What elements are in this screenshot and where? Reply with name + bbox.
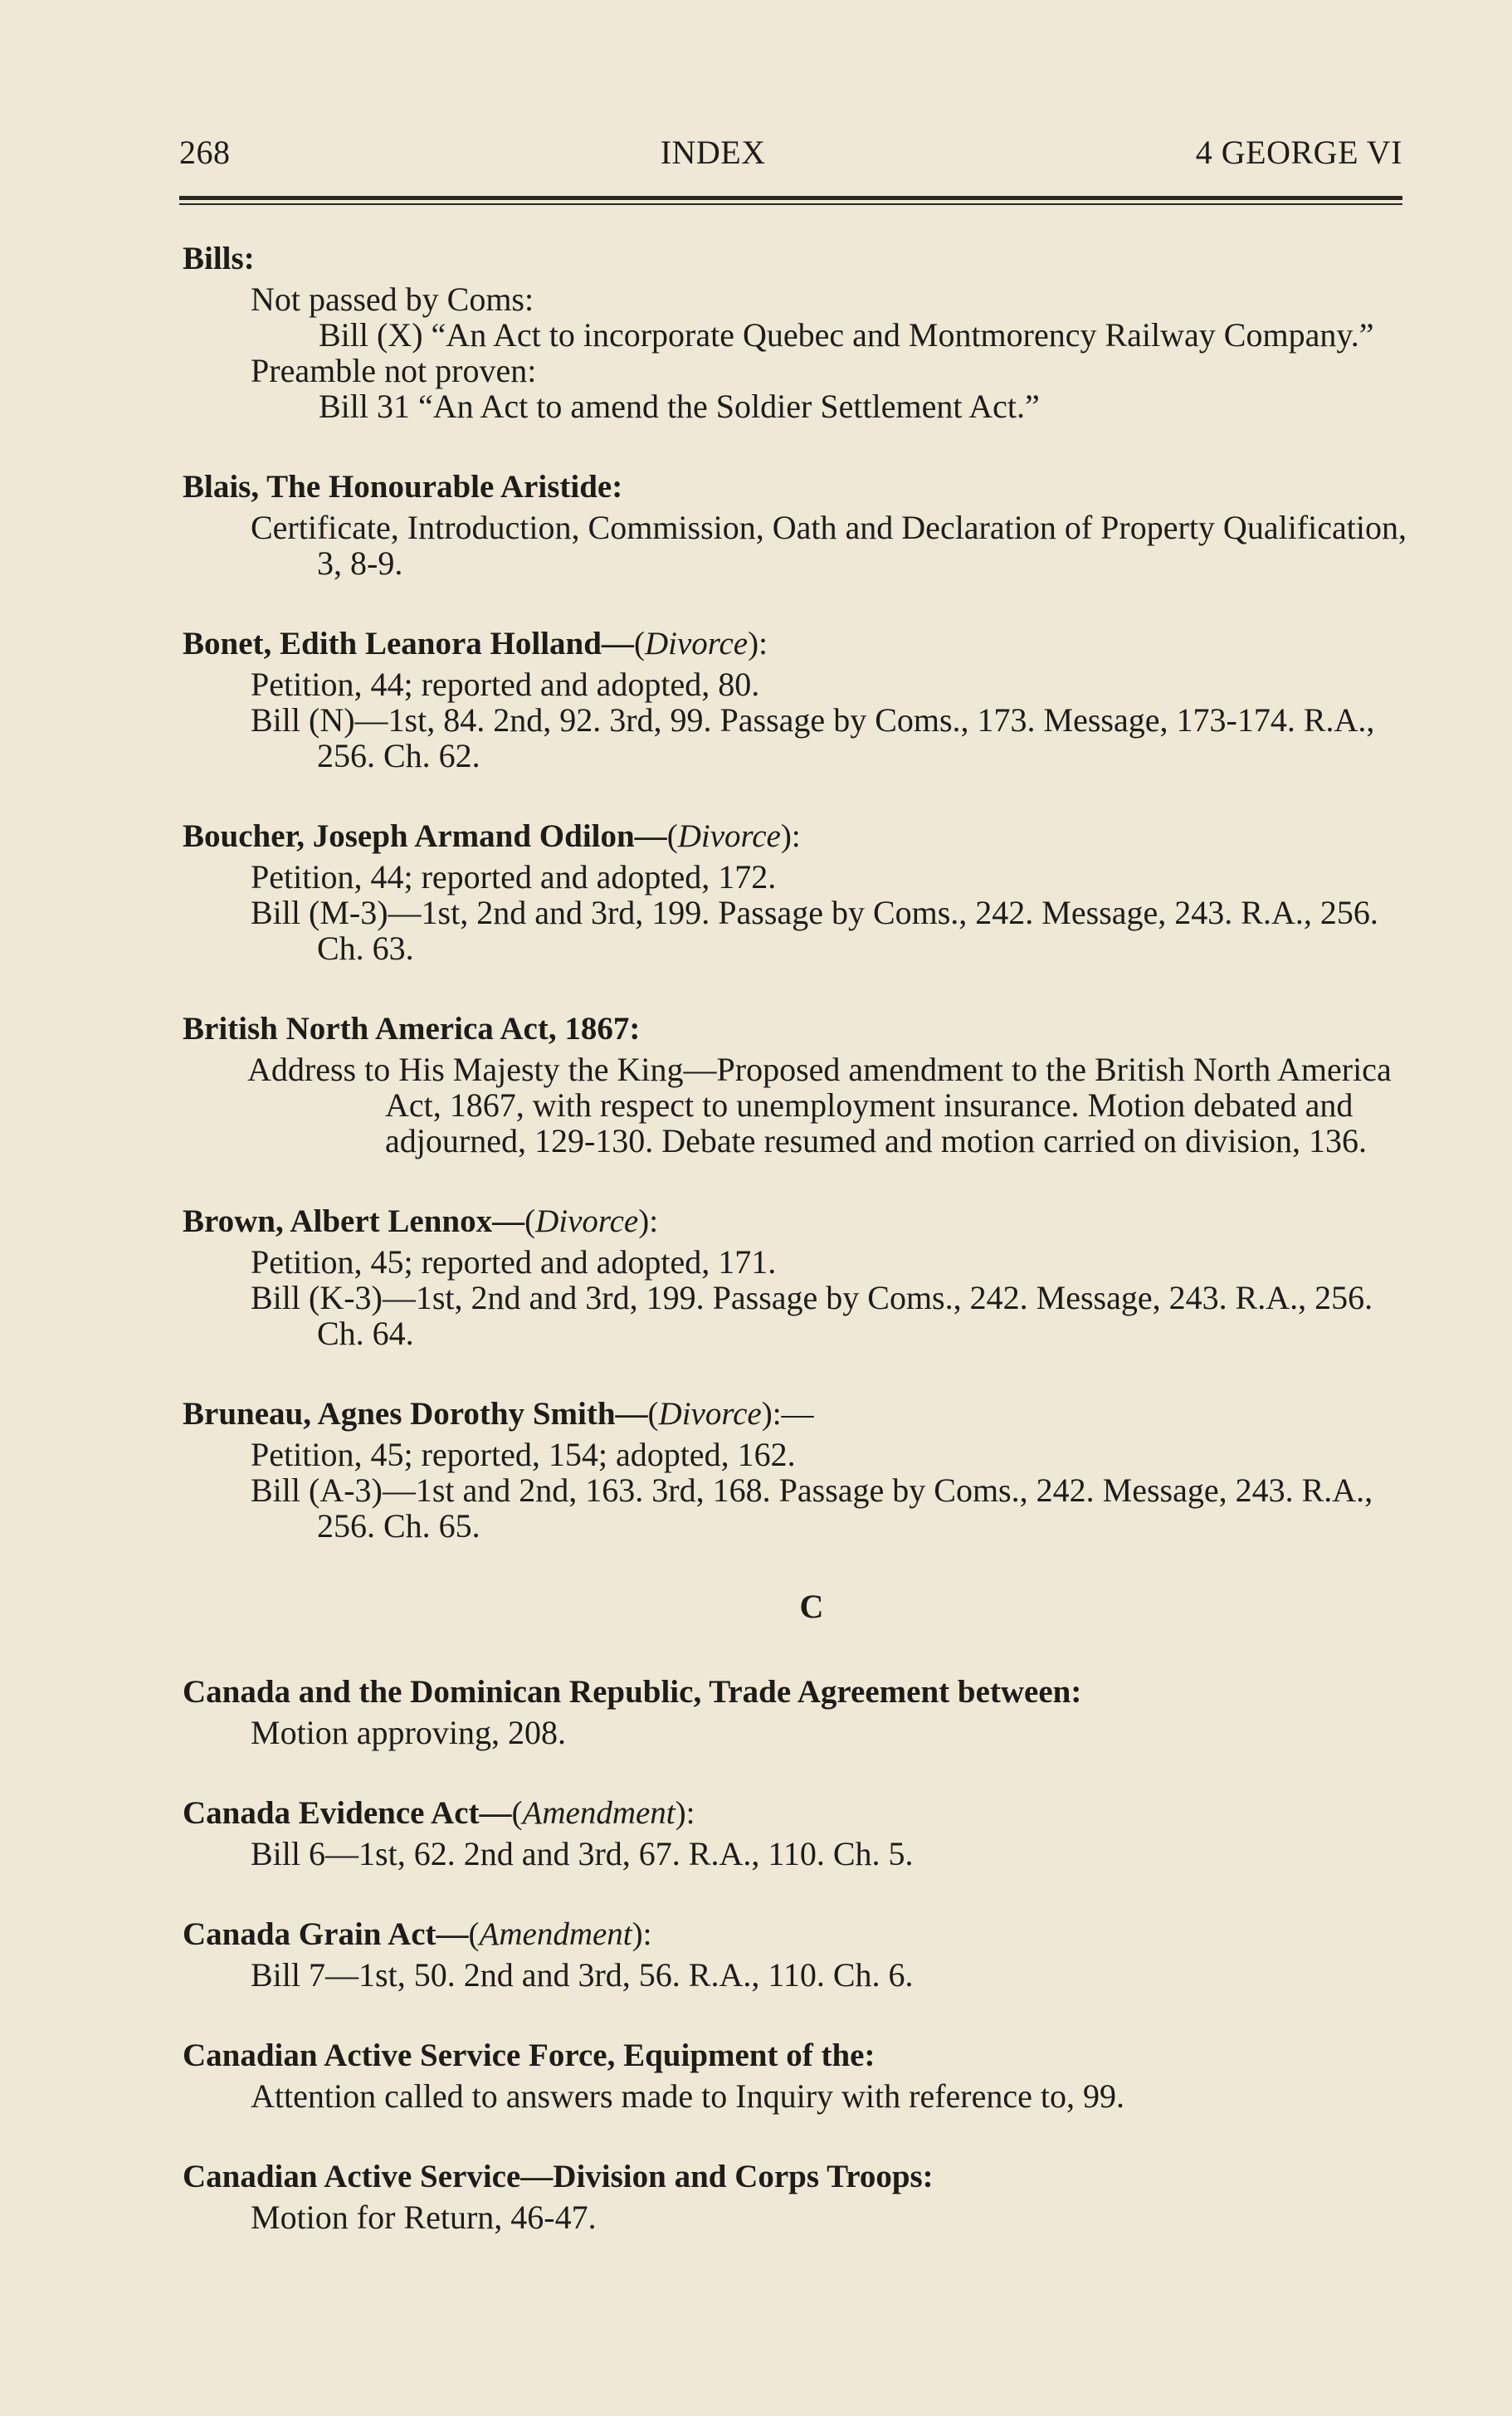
- entry-line: Motion approving, 208.: [251, 1714, 566, 1751]
- entry-qualifier-text: Divorce: [677, 818, 781, 854]
- entry-heading-text: Canada Grain Act—: [183, 1916, 469, 1952]
- entry-heading-text: Canadian Active Service—Division and Corps Troops:: [183, 2159, 934, 2194]
- entry-line: Bill 7—1st, 50. 2nd and 3rd, 56. R.A., 110. Ch. 6.: [251, 1956, 914, 1994]
- index-content: [183, 241, 1407, 2280]
- entry-line: Certificate, Introduction, Commission, Oath and Declaration of Property Qualification, 3, 8-9.: [251, 509, 1407, 582]
- index-entry: [183, 626, 1407, 774]
- entry-heading: [183, 1011, 1407, 1047]
- entry-line: Bill 31 “An Act to amend the Soldier Settlement Act.”: [319, 388, 1040, 425]
- entry-suffix: :: [649, 1203, 659, 1239]
- entry-qualifier: (Divorce): [666, 818, 792, 854]
- entry-heading: [183, 469, 1407, 505]
- entry-heading: [183, 626, 1407, 661]
- entry-suffix: :: [791, 818, 801, 854]
- entry-heading-text: Canada Evidence Act—: [183, 1795, 512, 1831]
- entry-line: Preamble not proven:: [251, 352, 537, 389]
- entry-line: Bill (X) “An Act to incorporate Quebec and Montmorency Railway Company.”: [319, 316, 1374, 354]
- entry-heading-text: Bills:: [183, 241, 255, 276]
- section-b-entries: [183, 241, 1407, 1544]
- entry-qualifier-text: Amendment: [522, 1795, 676, 1831]
- index-entry: [183, 1795, 1407, 1872]
- header-rule-thick: [179, 196, 1402, 200]
- header-rule-thin: [179, 203, 1402, 205]
- index-entry: [183, 818, 1407, 966]
- entry-suffix: :: [685, 1795, 695, 1831]
- entry-line: Petition, 44; reported and adopted, 172.: [251, 858, 777, 896]
- entry-heading: [183, 1396, 1407, 1432]
- index-entry: [183, 1203, 1407, 1351]
- running-title: INDEX: [660, 134, 766, 171]
- section-letter: C: [799, 1588, 824, 1625]
- entry-heading: [183, 2038, 1407, 2073]
- entry-qualifier-text: Divorce: [644, 626, 749, 661]
- entry-qualifier: (Amendment): [511, 1795, 686, 1831]
- entry-qualifier: (Divorce): [524, 1203, 650, 1239]
- entry-suffix: :—: [772, 1396, 814, 1432]
- entry-qualifier-text: Divorce: [658, 1396, 762, 1432]
- index-entry: [183, 241, 1407, 424]
- entry-line: Attention called to answers made to Inquiry with reference to, 99.: [251, 2077, 1124, 2115]
- index-entry: [183, 469, 1407, 581]
- entry-line: Petition, 44; reported and adopted, 80.: [251, 666, 760, 703]
- entry-line: Bill (K-3)—1st, 2nd and 3rd, 199. Passage by Coms., 242. Message, 243. R.A., 256. Ch. 64.: [251, 1279, 1373, 1352]
- entry-heading: [183, 818, 1407, 854]
- entry-heading-text: Canada and the Dominican Republic, Trade Agreement between:: [183, 1674, 1082, 1710]
- entry-heading: [183, 1203, 1407, 1239]
- index-entry: [183, 2159, 1407, 2235]
- entry-heading: [183, 1674, 1407, 1710]
- entry-heading: [183, 1916, 1407, 1952]
- entry-qualifier: (Amendment): [468, 1916, 643, 1952]
- entry-suffix: :: [642, 1916, 652, 1952]
- entry-qualifier-text: Divorce: [535, 1203, 639, 1239]
- entry-line: Bill (N)—1st, 84. 2nd, 92. 3rd, 99. Passage by Coms., 173. Message, 173-174. R.A., 256. Ch. 62.: [251, 701, 1375, 774]
- index-entry: [183, 2038, 1407, 2114]
- entry-heading-text: Boucher, Joseph Armand Odilon—: [183, 818, 667, 854]
- entry-line: Petition, 45; reported, 154; adopted, 162.: [251, 1436, 796, 1473]
- entry-heading-text: Canadian Active Service Force, Equipment of the:: [183, 2038, 875, 2073]
- index-entry: [183, 1011, 1407, 1159]
- index-entry: [183, 1674, 1407, 1750]
- entry-heading: [183, 241, 1407, 276]
- entry-line: Address to His Majesty the King—Proposed amendment to the British North America Act, 1867, with respect to unemployment insurance. Motion debated and adjourned, 129-130. Debate resumed and motion carried on division, 136.: [247, 1051, 1392, 1159]
- entry-heading-text: British North America Act, 1867:: [183, 1011, 641, 1047]
- entry-qualifier: (Divorce): [633, 626, 759, 661]
- entry-heading-text: Bruneau, Agnes Dorothy Smith—: [183, 1396, 648, 1432]
- entry-line: Petition, 45; reported and adopted, 171.: [251, 1243, 777, 1281]
- entry-line: Bill 6—1st, 62. 2nd and 3rd, 67. R.A., 110. Ch. 5.: [251, 1835, 914, 1872]
- entry-heading-text: Brown, Albert Lennox—: [183, 1203, 525, 1239]
- entry-heading-text: Bonet, Edith Leanora Holland—: [183, 626, 634, 661]
- entry-heading: [183, 1795, 1407, 1831]
- entry-suffix: :: [758, 626, 768, 661]
- page-header: [179, 133, 1402, 172]
- page-number: 268: [179, 134, 231, 171]
- entry-heading: [183, 2159, 1407, 2194]
- entry-line: Motion for Return, 46-47.: [251, 2199, 597, 2236]
- index-entry: [183, 1396, 1407, 1544]
- entry-heading-text: Blais, The Honourable Aristide:: [183, 469, 623, 505]
- entry-qualifier-text: Amendment: [479, 1916, 632, 1952]
- entry-line: Bill (M-3)—1st, 2nd and 3rd, 199. Passage by Coms., 242. Message, 243. R.A., 256. Ch. 63.: [251, 894, 1378, 967]
- entry-line: Bill (A-3)—1st and 2nd, 163. 3rd, 168. Passage by Coms., 242. Message, 243. R.A., 256. Ch. 65.: [251, 1472, 1373, 1545]
- entry-qualifier: (Divorce): [647, 1396, 773, 1432]
- section-c-entries: [183, 1674, 1407, 2235]
- entry-line: Not passed by Coms:: [251, 281, 534, 318]
- index-entry: [183, 1916, 1407, 1993]
- regnal-year: 4 GEORGE VI: [1195, 134, 1402, 171]
